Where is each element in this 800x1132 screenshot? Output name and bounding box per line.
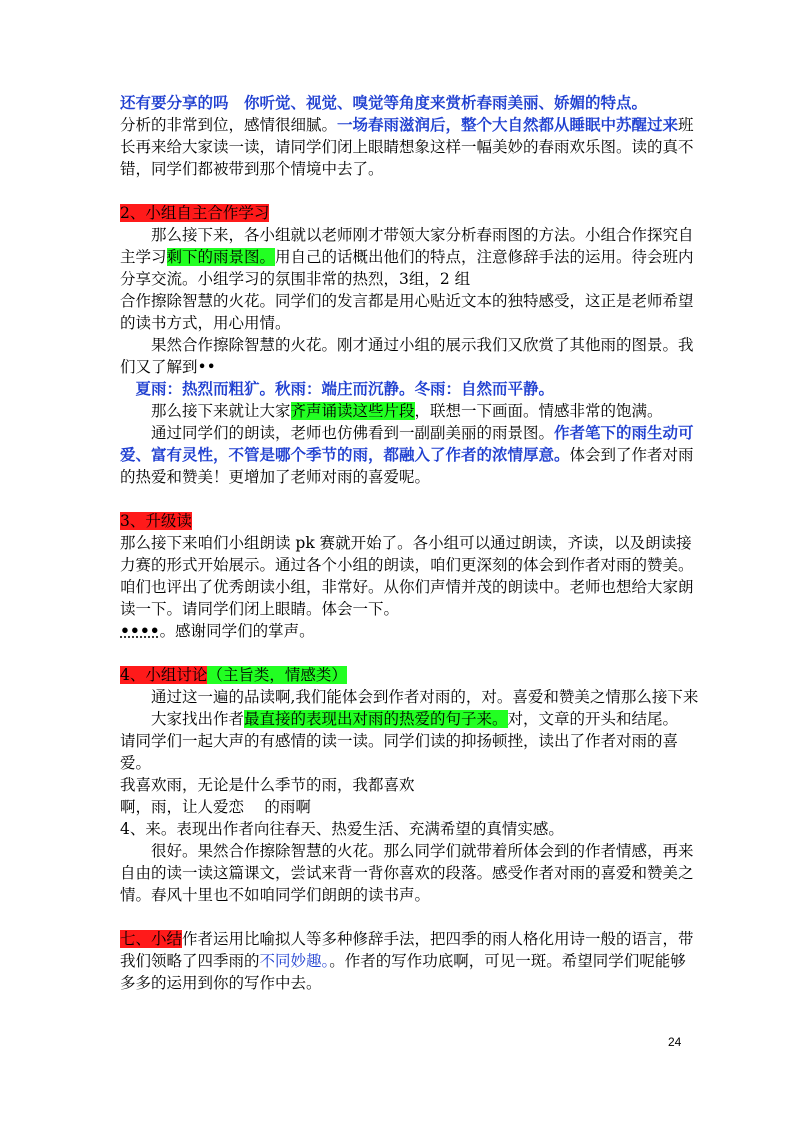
paragraph: 我喜欢雨，无论是什么季节的雨，我都喜欢 — [120, 776, 415, 794]
paragraph: 啊，雨，让人爱恋 的雨啊 — [120, 798, 311, 816]
highlight-text: 最直接的表现出对雨的热爱的句子来。 — [244, 710, 508, 728]
paragraph — [120, 620, 700, 642]
paragraph: 果然合作擦除智慧的火花。刚才通过小组的展示我们又欣赏了其他雨的图景。我们又了解到•• — [120, 336, 694, 376]
paragraph — [120, 92, 700, 114]
section-heading — [120, 202, 700, 224]
text: 。作者的写作功底啊，可见一斑。希望同学们呢能够多多的运用到你的写作中去。 — [120, 952, 686, 992]
paragraph: 夏雨：热烈而粗犷。秋雨：端庄而沉静。冬雨：自然而平静。 — [135, 379, 555, 398]
paragraph: 合作擦除智慧的火花。同学们的发言都是用心贴近文本的独特感受，这正是老师希望的读书方式，用心用情。 — [120, 292, 694, 332]
text: 体会到了作者对雨的热爱和赞美！更增加了老师对雨的喜爱呢。 — [120, 446, 694, 486]
paragraph — [120, 422, 700, 488]
text: 作者运用比喻拟人等多种修辞手法，把四季的雨人格化用诗一般的语言，带我们领略了四季雨的 — [120, 930, 694, 970]
text: ，联想一下画面。情感非常的饱满。 — [414, 402, 663, 420]
text: 用自己的话概出他们的特点，注意修辞手法的运用。待会班内分享交流。小组学习的氛围非常的热烈，3组，2 组 — [120, 248, 694, 288]
text: 班长再来给大家读一读，请同学们闭上眼睛想象这样一幅美妙的春雨欢乐图。读的真不错，同学们都被带到那个情境中去了。 — [120, 116, 694, 178]
heading-highlight: 4、小组讨论 — [120, 666, 208, 684]
document-page — [120, 92, 700, 994]
text: 通过这一遍的品读啊,我们能体会到作者对雨的，对。喜爱和赞美之情那么接下来大家找出作者 — [151, 688, 699, 728]
text: 那么接下来，各小组就以老师刚才带领大家分析春雨图的方法。小组合作探究自主学习 — [120, 226, 694, 266]
paragraph — [120, 400, 700, 422]
blue-text: 不同妙趣。 — [259, 952, 330, 970]
blue-text: 作者笔下的雨生动可爱、富有灵性，不管是哪个季节的雨，都融入了作者的浓情厚意。 — [120, 423, 694, 464]
heading-highlight: 3、升级读 — [120, 512, 192, 530]
paragraph — [120, 686, 700, 730]
section-heading — [120, 510, 700, 532]
text: 分析的非常到位，感情很细腻。 — [120, 116, 338, 134]
paragraph: 4、来。表现出作者向往春天、热爱生活、充满希望的真情实感。 — [120, 820, 564, 838]
paragraph: 请同学们一起大声的有感情的读一读。同学们读的抑扬顿挫，读出了作者对雨的喜爱。 — [120, 732, 679, 772]
highlight-text: 剩下的雨景图。 — [166, 248, 276, 266]
paragraph — [120, 224, 700, 290]
text: 。感谢同学们的掌声。 — [159, 622, 315, 640]
highlight-text: 齐声诵读这些片段 — [290, 402, 415, 420]
paragraph — [120, 928, 700, 994]
text: 那么接下来就让大家 — [151, 402, 291, 420]
quoted-text: 一场春雨滋润后，整个大自然都从睡眠中苏醒过来 — [337, 115, 679, 134]
section-heading — [120, 664, 700, 686]
page-number: 24 — [668, 1035, 682, 1049]
ellipsis-dots: •••• — [120, 621, 160, 640]
heading-highlight: 2、小组自主合作学习 — [120, 204, 270, 222]
heading-highlight: 七、小结 — [120, 930, 183, 948]
heading-subtitle-highlight: （主旨类，情感类） — [207, 666, 347, 684]
paragraph: 很好。果然合作擦除智慧的火花。那么同学们就带着所体会到的作者情感，再来自由的读一读这篇课文，尝试来背一背你喜欢的段落。感受作者对雨的喜爱和赞美之情。春风十里也不如咱同学们朗朗的读书声。 — [120, 842, 694, 904]
text: 通过同学们的朗读，老师也仿佛看到一副副美丽的雨景图。 — [151, 424, 555, 442]
paragraph: 那么接下来咱们小组朗读 pk 赛就开始了。各小组可以通过朗读，齐读，以及朗读接力赛的形式开始展示。通过各个小组的朗读，咱们更深刻的体会到作者对雨的赞美。咱们也评出了优秀朗读小组，非常好。从你们声情并茂的朗读中。老师也想给大家朗读一下。请同学们闭上眼睛。体会一下。 — [120, 534, 694, 618]
paragraph — [120, 114, 700, 180]
question-text: 还有要分享的吗 你听觉、视觉、嗅觉等角度来赏析春雨美丽、娇媚的特点。 — [120, 93, 648, 112]
text: 对，文章的开头和结尾。 — [507, 710, 679, 728]
